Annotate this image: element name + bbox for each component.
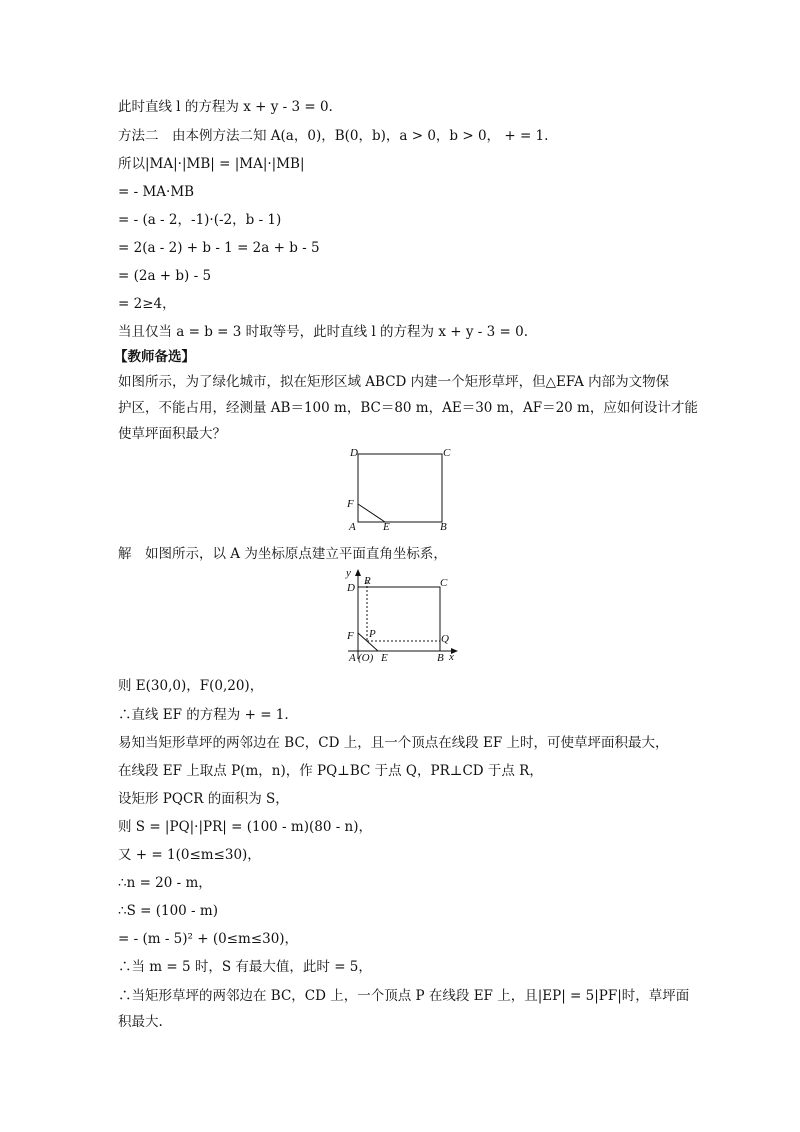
solution-line: 又 + = 1(0≤m≤30)， bbox=[118, 847, 261, 863]
text-line: 方法二 由本例方法二知 A(a，0)，B(0，b)，a > 0，b > 0， + = 1. bbox=[118, 128, 549, 144]
label-C2: C bbox=[440, 577, 448, 589]
text-line: = 2(a - 2) + b - 1 = 2a + b - 5 bbox=[118, 240, 320, 256]
label-A2: A bbox=[349, 652, 356, 664]
solution-line: 则 E(30,0)，F(0,20)， bbox=[118, 678, 264, 694]
label-R: R bbox=[364, 575, 371, 587]
label-D2: D bbox=[347, 582, 355, 594]
solution-line: = - (m - 5)² + (0≤m≤30)， bbox=[118, 931, 299, 947]
label-B2: B bbox=[437, 652, 444, 664]
text-line: 所以|MA|·|MB| = |MA|·|MB| bbox=[118, 156, 305, 172]
solution-line: 则 S = |PQ|·|PR| = (100 - m)(80 - n)， bbox=[118, 819, 373, 835]
problem-line: 如图所示，为了绿化城市，拟在矩形区域 ABCD 内建一个矩形草坪，但△EFA 内部为文物保 bbox=[118, 374, 670, 390]
text-line: 此时直线 l 的方程为 x + y - 3 = 0. bbox=[118, 99, 333, 115]
solution-line: ∴S = (100 - m) bbox=[118, 903, 218, 919]
problem-line: 使草坪面积最大？ bbox=[118, 426, 226, 442]
text-line: = - (a - 2，-1)·(-2，b - 1) bbox=[118, 212, 282, 228]
solution-line: ∴直线 EF 的方程为 + = 1. bbox=[118, 707, 289, 723]
solution-line: ∴n = 20 - m， bbox=[118, 875, 212, 891]
solution-intro: 解 如图所示，以 A 为坐标原点建立平面直角坐标系， bbox=[118, 546, 447, 562]
label-F2: F bbox=[347, 630, 354, 642]
label-F: F bbox=[347, 498, 354, 510]
label-D: D bbox=[350, 447, 358, 459]
label-Q: Q bbox=[441, 633, 449, 645]
label-y: y bbox=[346, 567, 351, 579]
label-B: B bbox=[440, 521, 447, 533]
label-E2: E bbox=[381, 652, 388, 664]
solution-line: 易知当矩形草坪的两邻边在 BC，CD 上，且一个顶点在线段 EF 上时，可使草坪面积最大， bbox=[118, 735, 669, 751]
label-x: x bbox=[449, 651, 454, 663]
solution-line: ∴当 m = 5 时，S 有最大值，此时 = 5， bbox=[118, 959, 372, 975]
text-line: 当且仅当 a = b = 3 时取等号，此时直线 l 的方程为 x + y - 3 = 0. bbox=[118, 324, 528, 340]
solution-line: 积最大. bbox=[118, 1014, 163, 1030]
solution-line: 在线段 EF 上取点 P(m，n)，作 PQ⊥BC 于点 Q，PR⊥CD 于点 R， bbox=[118, 763, 543, 779]
label-E: E bbox=[383, 521, 390, 533]
problem-line: 护区，不能占用，经测量 AB＝100 m，BC＝80 m，AE＝30 m，AF＝20 m，应如何设计才能 bbox=[118, 400, 698, 416]
solution-line: 设矩形 PQCR 的面积为 S， bbox=[118, 791, 289, 807]
text-line: = 2≥4， bbox=[118, 296, 176, 312]
text-line: = - MA·MB bbox=[118, 184, 195, 200]
label-C: C bbox=[443, 447, 451, 459]
label-A: A bbox=[349, 521, 356, 533]
label-P: P bbox=[369, 628, 376, 640]
section-title: 【教师备选】 bbox=[114, 349, 195, 365]
text-line: = (2a + b) - 5 bbox=[118, 268, 212, 284]
solution-line: ∴当矩形草坪的两邻边在 BC，CD 上，一个顶点 P 在线段 EF 上，且|EP| = 5|PF|时，草坪面 bbox=[118, 988, 690, 1004]
label-O: (O) bbox=[358, 652, 374, 664]
